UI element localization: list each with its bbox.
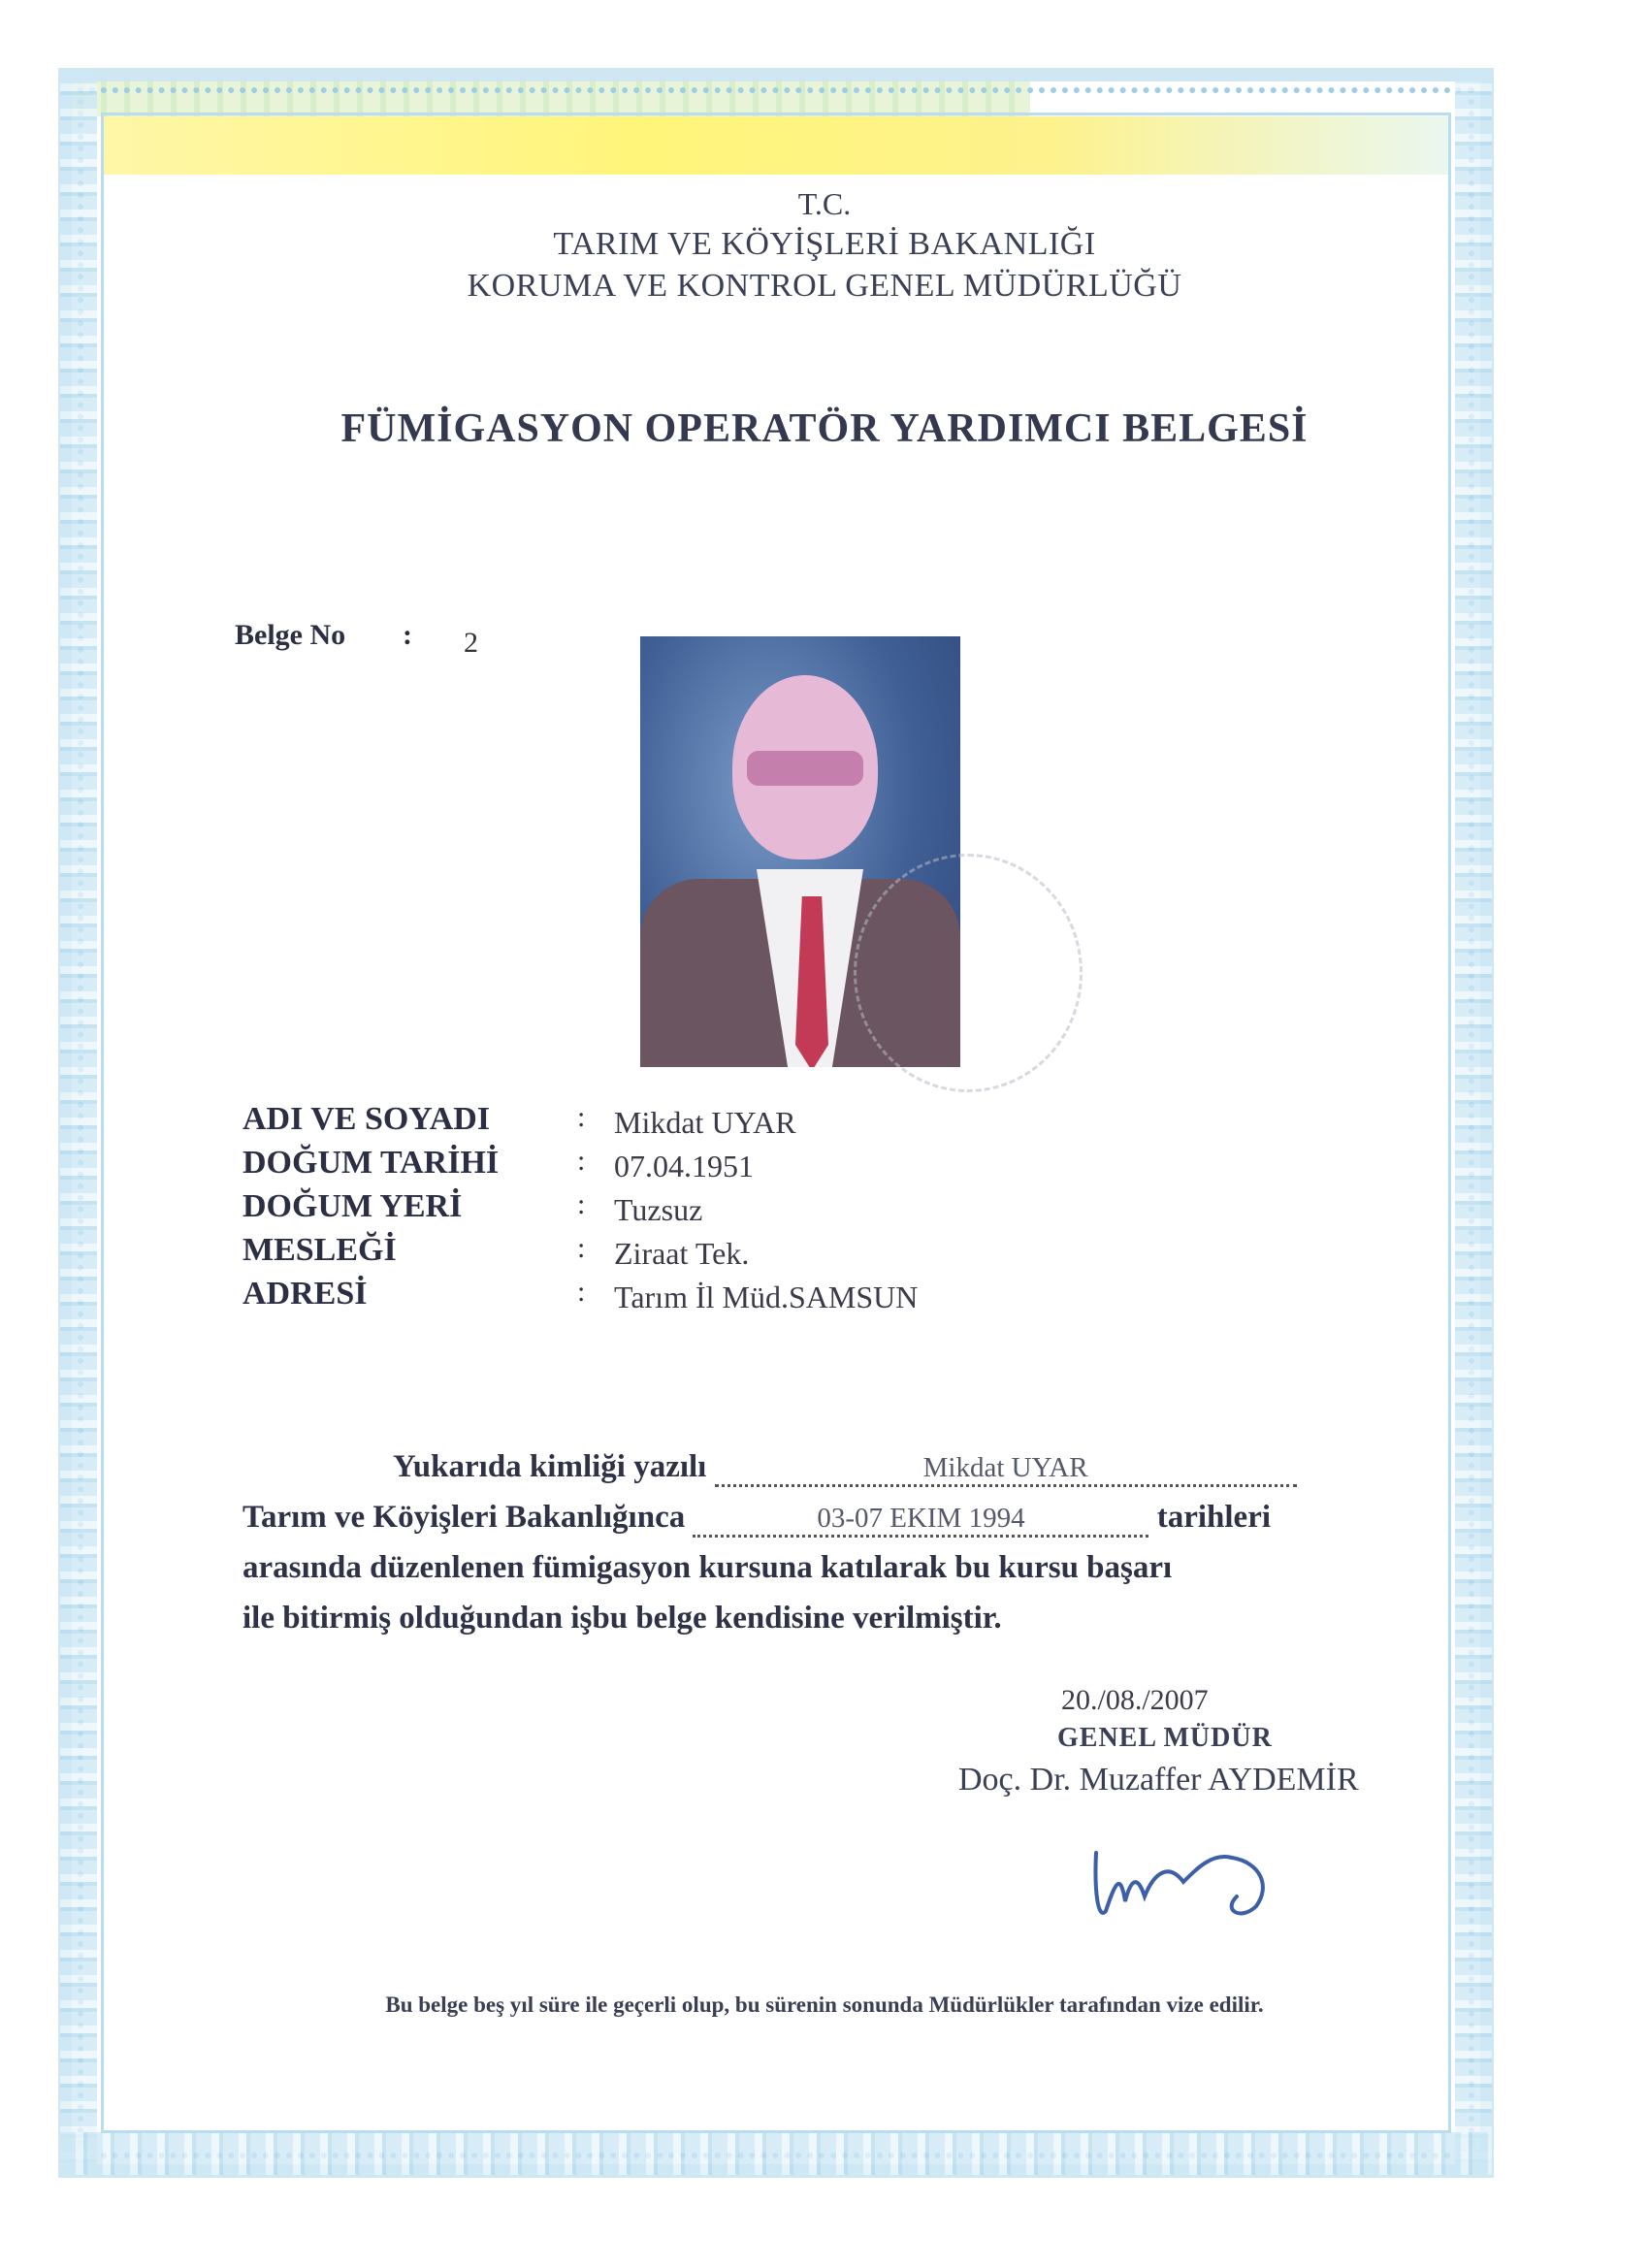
border-ornament-left xyxy=(60,70,97,2175)
paragraph-fill-dates: 03-07 EKIM 1994 xyxy=(693,1502,1148,1538)
ministry-heading: TARIM VE KÖYİŞLERİ BAKANLIĞI xyxy=(553,226,1096,262)
paragraph-prefix: Yukarıda kimliği yazılı xyxy=(393,1449,707,1484)
paragraph-line-2 xyxy=(242,1492,1387,1542)
signatory-title: GENEL MÜDÜR xyxy=(1057,1723,1273,1753)
field-value: Mikdat UYAR xyxy=(614,1105,796,1140)
validity-note: Bu belge beş yıl süre ile geçerli olup, bu sürenin sonunda Müdürlükler tarafından vize edilir. xyxy=(385,1993,1264,2017)
belge-no-label: Belge No xyxy=(235,619,346,651)
field-label: MESLEĞİ xyxy=(242,1232,397,1268)
field-label: ADRESİ xyxy=(242,1276,368,1312)
field-colon: : xyxy=(577,1145,586,1177)
field-colon: : xyxy=(577,1188,586,1220)
department-heading: KORUMA VE KONTROL GENEL MÜDÜRLÜĞÜ xyxy=(467,268,1182,304)
field-label: DOĞUM TARİHİ xyxy=(242,1145,500,1181)
field-value: Tuzsuz xyxy=(614,1192,703,1227)
field-value: Tarım İl Müd.SAMSUN xyxy=(614,1280,919,1314)
field-label: DOĞUM YERİ xyxy=(242,1188,463,1224)
official-stamp-icon xyxy=(854,854,1083,1092)
paragraph-suffix: tarihleri xyxy=(1156,1500,1272,1535)
border-ornament-bottom xyxy=(60,2132,1492,2175)
paragraph-prefix: Tarım ve Köyişleri Bakanlığınca xyxy=(242,1500,686,1535)
signature-icon xyxy=(1077,1814,1290,1940)
photo-glasses xyxy=(747,751,863,786)
field-value: Ziraat Tek. xyxy=(614,1236,750,1271)
paragraph-line-3: arasında düzenlenen fümigasyon kursuna katılarak bu kursu başarı xyxy=(242,1550,1173,1585)
signature-date: 20./08./2007 xyxy=(1061,1684,1209,1716)
belge-no-value: 2 xyxy=(464,627,478,659)
paragraph-fill-name: Mikdat UYAR xyxy=(715,1451,1297,1487)
belge-no-colon: : xyxy=(403,619,412,651)
country-heading: T.C. xyxy=(797,186,852,221)
field-value: 07.04.1951 xyxy=(614,1149,754,1183)
signatory-name: Doç. Dr. Muzaffer AYDEMİR xyxy=(958,1762,1359,1798)
certification-paragraph xyxy=(242,1442,1387,1643)
field-colon: : xyxy=(577,1276,586,1308)
border-ornament-right xyxy=(1455,70,1492,2175)
certificate-title: FÜMİGASYON OPERATÖR YARDIMCI BELGESİ xyxy=(340,406,1309,451)
field-colon: : xyxy=(577,1101,586,1133)
paragraph-line-4: ile bitirmiş olduğundan işbu belge kendisine verilmiştir. xyxy=(242,1601,1002,1636)
field-label: ADI VE SOYADI xyxy=(242,1101,491,1137)
paragraph-line-1 xyxy=(242,1442,1387,1492)
field-colon: : xyxy=(577,1232,586,1264)
